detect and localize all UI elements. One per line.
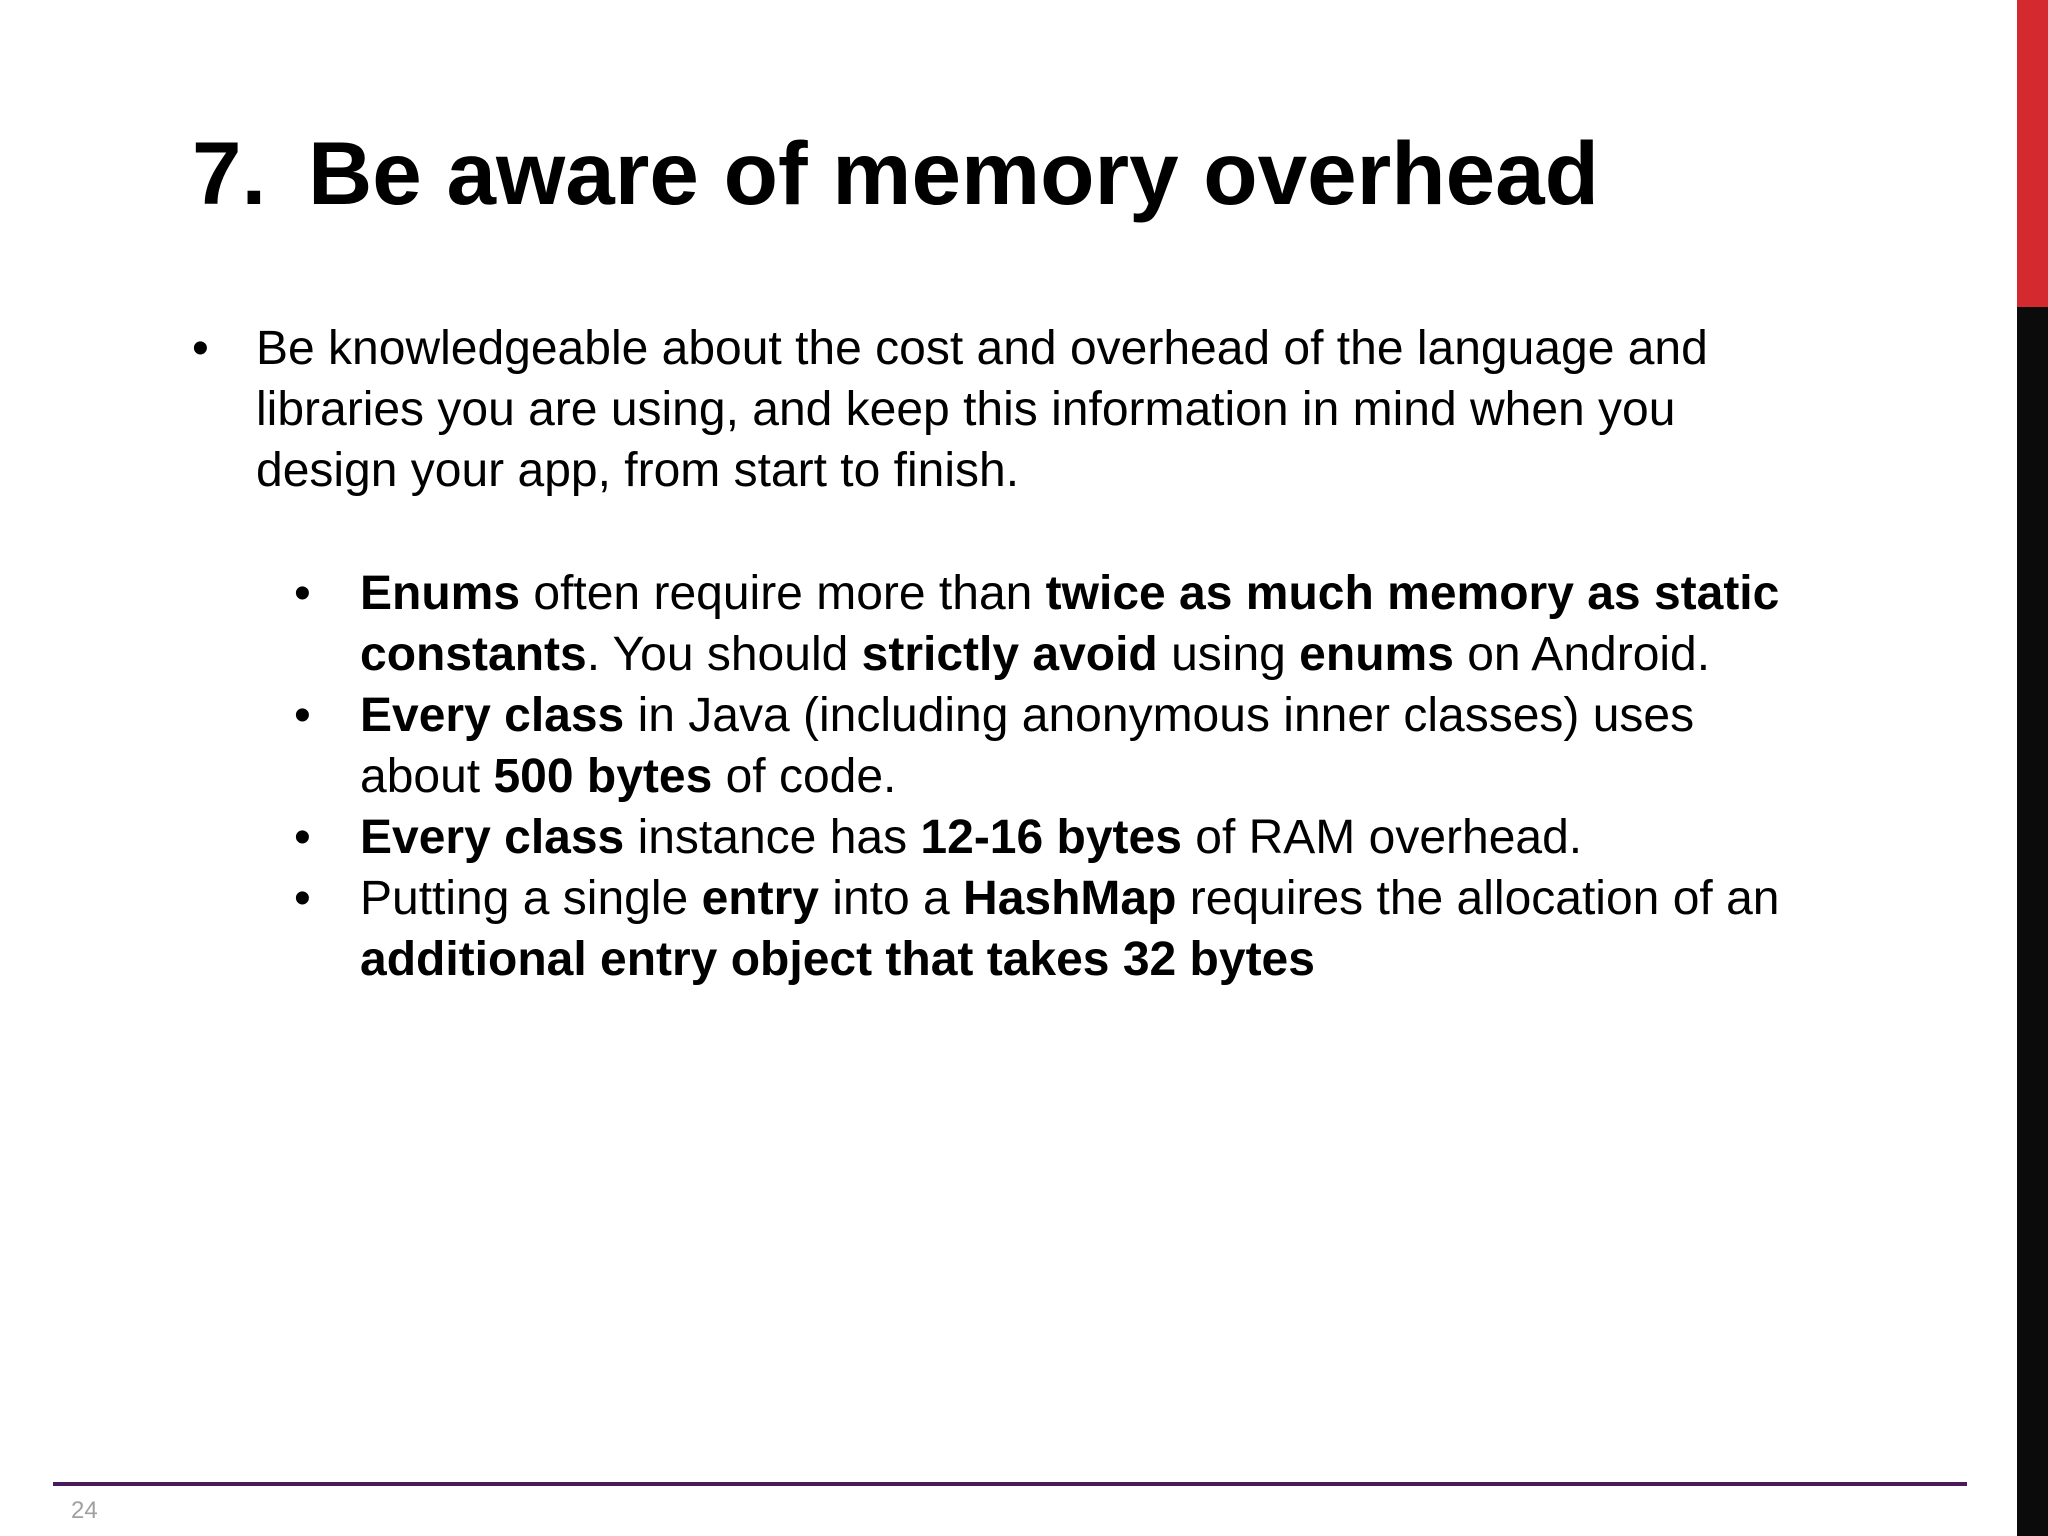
emphasis: twice as much memory as static constants: [360, 567, 1780, 681]
intro-bullet: [192, 318, 1816, 501]
text-run: of RAM overhead.: [1181, 811, 1583, 864]
intro-bullet-text: Be knowledgeable about the cost and overhead of the language and libraries you are using, and keep this information in mind when you design your app, from start to finish.: [256, 322, 1708, 497]
emphasis: Enums: [360, 567, 521, 620]
text-run: . You should: [586, 628, 862, 681]
page-number: 24: [71, 1497, 98, 1524]
footer-rule: [53, 1482, 1967, 1486]
emphasis: 500 bytes: [493, 750, 713, 803]
title-number: 7.: [192, 123, 267, 223]
slide-body: [192, 318, 1832, 990]
text-run: on Android.: [1453, 628, 1711, 681]
emphasis: strictly avoid: [861, 628, 1158, 681]
sub-bullet-hashmap: [192, 868, 1820, 990]
accent-bar-dark: [2017, 307, 2048, 1536]
text-run: often require more than: [520, 567, 1046, 620]
slide-title: [192, 118, 1599, 228]
bullet-dot: •: [294, 872, 311, 925]
bullet-dot: •: [192, 322, 209, 375]
bullet-dot: •: [294, 811, 311, 864]
emphasis: additional entry object that takes 32 bytes: [360, 933, 1315, 986]
emphasis: entry: [701, 872, 819, 925]
text-run: into a: [818, 872, 964, 925]
bullet-dot: •: [294, 689, 311, 742]
sub-bullet-class-instance: [192, 807, 1820, 868]
text-run: using: [1157, 628, 1300, 681]
text-run: of code.: [712, 750, 897, 803]
emphasis: enums: [1299, 628, 1454, 681]
accent-bar-red: [2017, 0, 2048, 307]
sub-bullet-enums: [192, 563, 1820, 685]
sub-bullet-class-code: [192, 685, 1820, 807]
bullet-dot: •: [294, 567, 311, 620]
title-text: Be aware of memory overhead: [308, 123, 1600, 223]
emphasis: HashMap: [963, 872, 1177, 925]
emphasis: Every class: [360, 811, 625, 864]
text-run: requires the allocation of an: [1176, 872, 1780, 925]
text-run: Putting a single: [360, 872, 702, 925]
emphasis: Every class: [360, 689, 625, 742]
text-run: in Java (including anonymous inner classes) uses about: [360, 689, 1695, 803]
spacer: [192, 501, 1832, 563]
text-run: instance has: [624, 811, 921, 864]
emphasis: 12-16 bytes: [920, 811, 1182, 864]
